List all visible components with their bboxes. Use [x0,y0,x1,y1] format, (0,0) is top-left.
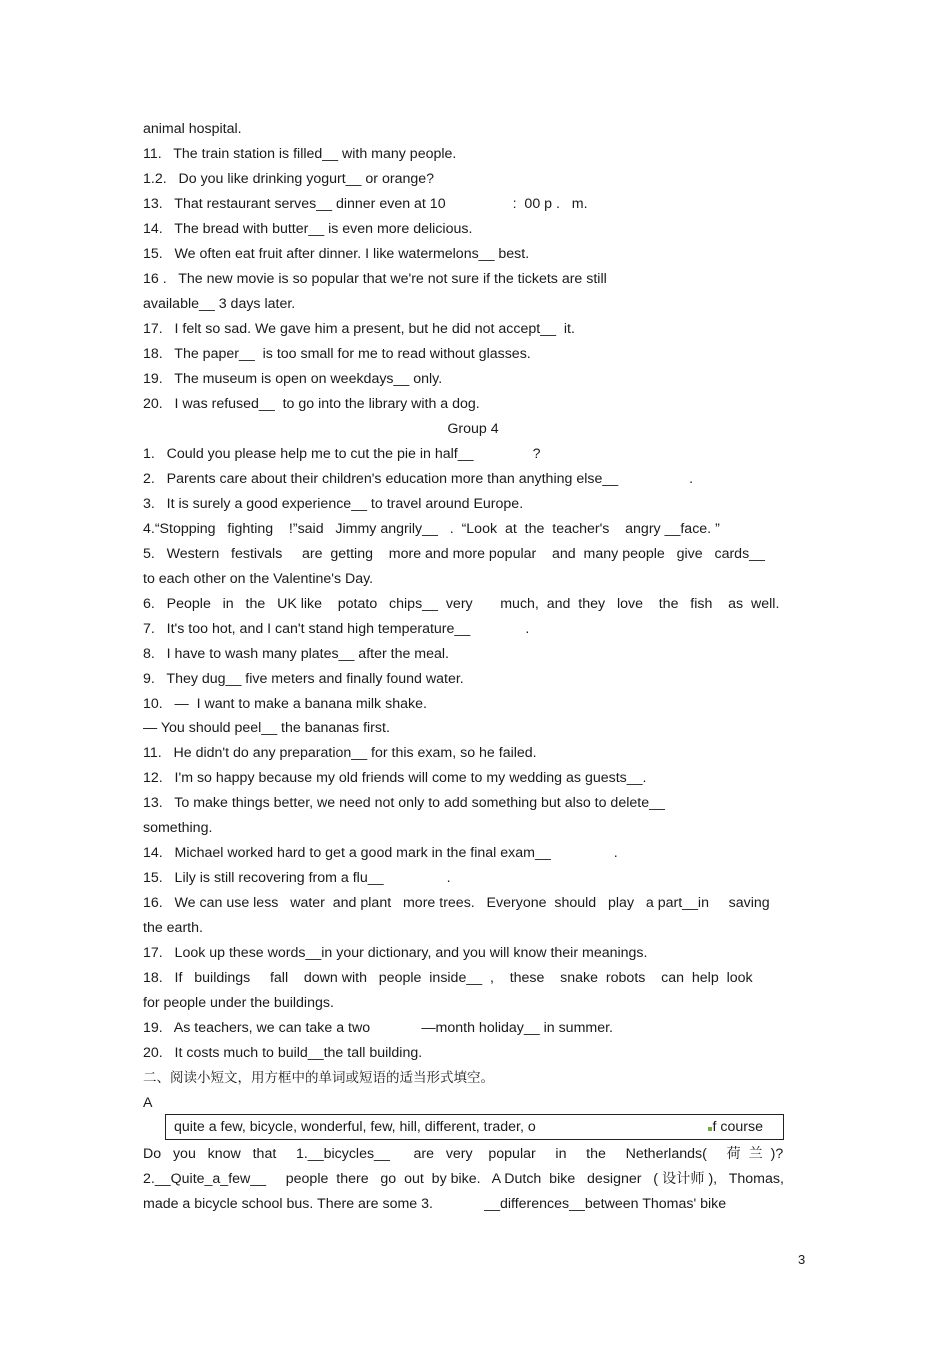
text-line: 6. People in the UK like potato chips__ very much, and they love the fish as well. [143,596,780,612]
text-line: 7. It's too hot, and I can't stand high temperature__ . [143,621,530,637]
text-line: 16 . The new movie is so popular that we're not sure if the tickets are still [143,271,607,287]
word-box [165,1114,784,1140]
text-line: 13. To make things better, we need not only to add something but also to delete__ [143,795,665,811]
section-title: 二、阅读小短文，用方框中的单词或短语的适当形式填空。 [143,1070,494,1086]
text-line: — You should peel__ the bananas first. [143,720,390,736]
text-line: 5. Western festivals are getting more and more popular and many people give cards__ [143,546,765,562]
text-line: 15. We often eat fruit after dinner. I like watermelons__ best. [143,246,530,262]
text-line: something. [143,820,213,836]
passage-line: 2.__Quite_a_few__ people there go out by bike. A Dutch bike designer ( 设计师 ), Thomas, [143,1171,784,1187]
text-line: available__ 3 days later. [143,296,296,312]
text-line: 2. Parents care about their children's education more than anything else__ . [143,471,694,487]
passage-line: made a bicycle school bus. There are some 3. __differences__between Thomas' bike [143,1196,727,1212]
text-line: 11. He didn't do any preparation__ for this exam, so he failed. [143,745,537,761]
text-line: 17. Look up these words__in your dictionary, and you will know their meanings. [143,945,648,961]
text-line: animal hospital. [143,121,242,137]
text-line: 4.“Stopping fighting !”said Jimmy angrily__ . “Look at the teacher's angry __face. ” [143,521,720,537]
text-line: 18. The paper__ is too small for me to read without glasses. [143,346,531,362]
group-title: Group 4 [447,421,499,437]
text-line: 15. Lily is still recovering from a flu__ . [143,870,451,886]
text-line: 1. Could you please help me to cut the pie in half__ ? [143,446,541,462]
text-line: 20. I was refused__ to go into the library with a dog. [143,396,480,412]
word-box-text-end: f course [708,1115,763,1139]
page-number: 3 [798,1252,806,1267]
text-line: to each other on the Valentine's Day. [143,571,374,587]
text-line: 13. That restaurant serves__ dinner even at 10 : 00 p . m. [143,196,588,212]
text-line: 10. — I want to make a banana milk shake. [143,696,427,712]
text-line: 18. If buildings fall down with people inside__ , these snake robots can help look [143,970,753,986]
text-line: 20. It costs much to build__the tall building. [143,1045,423,1061]
text-line: 14. Michael worked hard to get a good mark in the final exam__ . [143,845,618,861]
section-label: A [143,1095,153,1111]
text-line: for people under the buildings. [143,995,334,1011]
text-line: 12. I'm so happy because my old friends will come to my wedding as guests__. [143,770,647,786]
text-line: 16. We can use less water and plant more trees. Everyone should play a part__in saving [143,895,770,911]
text-line: 9. They dug__ five meters and finally found water. [143,671,464,687]
text-line: 11. The train station is filled__ with many people. [143,146,457,162]
text-line: 17. I felt so sad. We gave him a present, but he did not accept__ it. [143,321,575,337]
text-line: 19. As teachers, we can take a two —month holiday__ in summer. [143,1020,613,1036]
word-box-text: quite a few, bicycle, wonderful, few, hill, different, trader, o [174,1119,536,1135]
text-line: 8. I have to wash many plates__ after the meal. [143,646,449,662]
passage-line: Do you know that 1.__bicycles__ are very popular in the Netherlands( 荷 兰 )? [143,1146,784,1162]
text-line: 1.2. Do you like drinking yogurt__ or orange? [143,171,435,187]
marker-icon [708,1127,712,1131]
text-line: 3. It is surely a good experience__ to travel around Europe. [143,496,524,512]
text-line: 19. The museum is open on weekdays__ only. [143,371,443,387]
text-line: the earth. [143,920,203,936]
text-line: 14. The bread with butter__ is even more delicious. [143,221,473,237]
